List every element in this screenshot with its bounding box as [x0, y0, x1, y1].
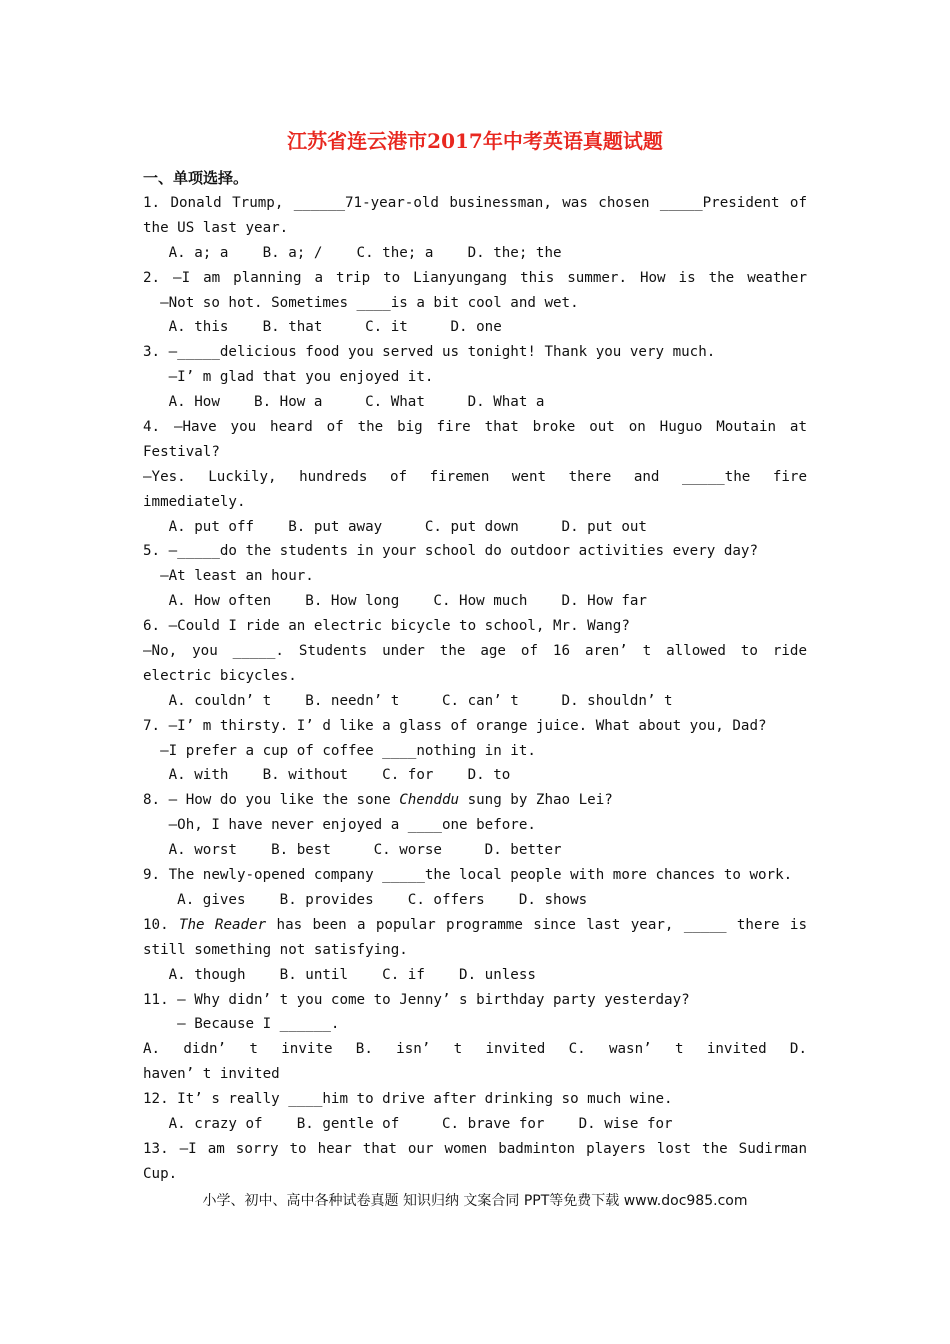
text-line	[143, 788, 807, 813]
text-line: 6. —Could I ride an electric bicycle to school, Mr. Wang?	[143, 618, 630, 635]
page-title: 江苏省连云港市2017年中考英语真题试题	[287, 129, 663, 153]
section-heading: 一、单项选择。	[143, 169, 249, 187]
text-line: 12. It’ s really ____him to drive after drinking so much wine.	[143, 1091, 673, 1108]
text-line: —Oh, I have never enjoyed a ____one before.	[143, 817, 536, 834]
text-line: —Not so hot. Sometimes ____is a bit cool and wet.	[143, 294, 579, 311]
text-segment: sung by Zhao Lei?	[459, 792, 613, 809]
text-line: A. How often B. How long C. How much D. How far	[143, 593, 647, 610]
italic-title: The Reader	[178, 916, 267, 933]
text-line: the US last year.	[143, 219, 289, 236]
text-line: A. didn’ t invite B. isn’ t invited C. wasn’ t invited D.	[143, 1041, 807, 1058]
text-segment: 8. — How do you like the sone	[143, 792, 400, 809]
text-line: A. though B. until C. if D. unless	[143, 966, 536, 983]
text-line: —Yes. Luckily, hundreds of firemen went there and _____the fire	[143, 468, 807, 485]
text-line: A. put off B. put away C. put down D. put out	[143, 518, 647, 535]
text-line: A. gives B. provides C. offers D. shows	[143, 891, 588, 908]
text-line: 5. —_____do the students in your school do outdoor activities every day?	[143, 543, 758, 560]
text-line: A. crazy of B. gentle of C. brave for D. wise for	[143, 1115, 673, 1132]
italic-title: Chenddu	[399, 792, 460, 809]
text-line: A. a; a B. a; / C. the; a D. the; the	[143, 244, 562, 261]
text-segment: 10.	[143, 916, 179, 933]
text-line: 13. —I am sorry to hear that our women badminton players lost the Sudirman	[143, 1140, 807, 1157]
text-line: 3. —_____delicious food you served us tonight! Thank you very much.	[143, 344, 716, 361]
text-line: A. worst B. best C. worse D. better	[143, 842, 562, 859]
text-line: 9. The newly-opened company _____the local people with more chances to work.	[143, 867, 793, 884]
text-line: 7. —I’ m thirsty. I’ d like a glass of orange juice. What about you, Dad?	[143, 717, 767, 734]
text-line: electric bicycles.	[143, 667, 297, 684]
text-line: —I prefer a cup of coffee ____nothing in it.	[143, 742, 536, 759]
text-line: Cup.	[143, 1165, 178, 1182]
footer-note: 小学、初中、高中各种试卷真题 知识归纳 文案合同 PPT等免费下载 www.doc985.com	[202, 1193, 748, 1209]
text-line: A. How B. How a C. What D. What a	[143, 394, 545, 411]
text-line: 2. —I am planning a trip to Lianyungang this summer. How is the weather	[143, 269, 807, 286]
text-line	[143, 913, 807, 938]
text-line: A. with B. without C. for D. to	[143, 767, 511, 784]
text-line: —At least an hour.	[143, 568, 314, 585]
question-list	[143, 191, 807, 1187]
text-line: — Because I ______.	[143, 1016, 340, 1033]
text-line: immediately.	[143, 493, 246, 510]
text-segment: has been a popular programme since last year, _____ there is	[266, 916, 807, 933]
text-line: A. couldn’ t B. needn’ t C. can’ t D. shouldn’ t	[143, 692, 673, 709]
text-line: haven’ t invited	[143, 1066, 280, 1083]
text-line: Festival?	[143, 443, 220, 460]
text-line: A. this B. that C. it D. one	[143, 319, 502, 336]
text-line: —I’ m glad that you enjoyed it.	[143, 369, 434, 386]
text-line: 11. — Why didn’ t you come to Jenny’ s birthday party yesterday?	[143, 991, 690, 1008]
text-line: still something not satisfying.	[143, 941, 408, 958]
text-line: 1. Donald Trump, ______71-year-old businessman, was chosen _____President of	[143, 195, 807, 211]
text-line: —No, you _____. Students under the age of 16 aren’ t allowed to ride	[143, 643, 807, 660]
text-line: 4. —Have you heard of the big fire that broke out on Huguo Moutain at	[143, 419, 807, 436]
